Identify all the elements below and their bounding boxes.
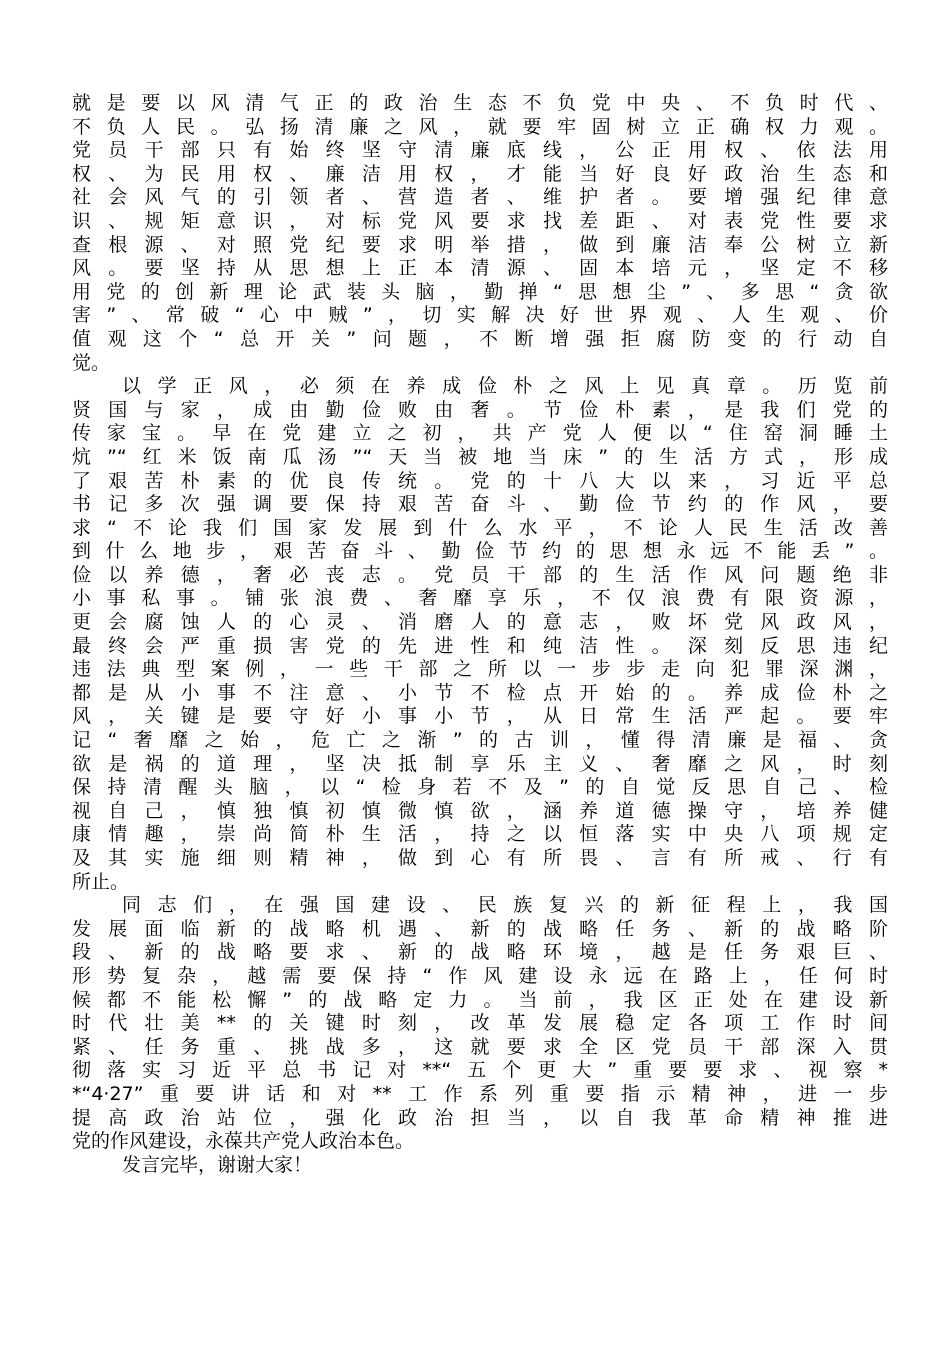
text-line: 识、规矩意识，对标党风要求找差距、对表党性要求 (72, 209, 888, 232)
text-line: 觉。 (72, 351, 111, 374)
text-line: 紧、任务重、挑战多，这就要求全区党员干部深入贯 (72, 1035, 888, 1058)
text-line: 及其实施细则精神，做到心有所畏、言有所戒、行有 (72, 847, 888, 869)
text-line: 都是从小事不注意、小节不检点开始的。养成俭朴之 (72, 681, 888, 704)
text-line: 书记多次强调要保持艰苦奋斗、勤俭节约的作风，要 (72, 493, 888, 516)
text-line: 彻落实习近平总书记对**“五个更大”重要要求、视察* (72, 1059, 888, 1082)
text-line: 同志们，在强国建设、民族复兴的新征程上，我国 (122, 894, 888, 917)
text-line: 候都不能松懈”的战略定力。当前，我区正处在建设新 (72, 988, 888, 1011)
text-line: 不负人民。弘扬清廉之风，就要牢固树立正确权力观。 (72, 115, 888, 138)
text-line: 俭以养德，奢必丧志。党员干部的生活作风问题绝非 (72, 563, 888, 586)
text-line: 发言完毕，谢谢大家！ (122, 1153, 313, 1176)
text-line: 风。要坚持从思想上正本清源、固本培元，坚定不移 (72, 257, 888, 280)
text-line: 记“奢靡之始，危亡之渐”的古训，懂得清廉是福、贪 (72, 729, 888, 752)
text-line: 所止。 (72, 870, 130, 893)
text-line: 形势复杂，越需要保持“作风建设永远在路上，任何时 (72, 964, 888, 987)
text-line: 害”、常破“心中贼”，切实解决好世界观、人生观、价 (72, 304, 888, 327)
text-line: *“4·27”重要讲话和对**工作系列重要指示精神，进一步 (72, 1082, 888, 1105)
document-body (72, 92, 888, 1177)
text-line: 提高政治站位，强化政治担当，以自我革命精神推进 (72, 1106, 888, 1129)
text-line: 更会腐蚀人的心灵、消磨人的意志，败坏党风政风， (72, 611, 888, 634)
text-line: 了艰苦朴素的优良传统。党的十八大以来，习近平总 (72, 469, 888, 492)
text-line: 党员干部只有始终坚守清廉底线，公正用权、依法用 (72, 139, 888, 162)
text-line: 社会风气的引领者、营造者、维护者。要增强纪律意 (72, 186, 888, 209)
text-line: 到什么地步，艰苦奋斗、勤俭节约的思想永远不能丢”。 (72, 540, 888, 563)
text-line: 贤国与家，成由勤俭败由奢。节俭朴素，是我们党的 (72, 398, 888, 421)
text-line: 风，关键是要守好小事小节，从日常生活严起。要牢 (72, 705, 888, 728)
text-line: 以学正风，必须在养成俭朴之风上见真章。历览前 (122, 375, 888, 398)
text-line: 求“不论我们国家发展到什么水平，不论人民生活改善 (72, 516, 888, 539)
text-line: 保持清醒头脑，以“检身若不及”的自觉反思自己、检 (72, 776, 888, 799)
text-line: 就是要以风清气正的政治生态不负党中央、不负时代、 (72, 92, 888, 114)
text-line: 段、新的战略要求、新的战略环境，越是任务艰巨、 (72, 941, 888, 964)
text-line: 违法典型案例，一些干部之所以一步步走向犯罪深渊， (72, 658, 888, 681)
text-line: 查根源、对照党纪要求明举措，做到廉洁奉公树立新 (72, 233, 888, 256)
text-line: 党的作风建设，永葆共产党人政治本色。 (72, 1130, 415, 1153)
text-line: 权、为民用权、廉洁用权，才能当好良好政治生态和 (72, 162, 888, 185)
text-line: 小事私事。铺张浪费、奢靡享乐，不仅浪费有限资源， (72, 587, 888, 610)
text-line: 值观这个“总开关”问题，不断增强拒腐防变的行动自 (72, 327, 888, 350)
text-line: 最终会严重损害党的先进性和纯洁性。深刻反思违纪 (72, 634, 888, 657)
text-line: 用党的创新理论武装头脑，勤掸“思想尘”、多思“贪欲 (72, 280, 888, 303)
text-line: 欲是祸的道理，坚决抵制享乐主义、奢靡之风，时刻 (72, 752, 888, 775)
text-line: 时代壮美**的关键时刻，改革发展稳定各项工作时间 (72, 1012, 888, 1035)
text-line: 发展面临新的战略机遇、新的战略任务、新的战略阶 (72, 917, 888, 940)
text-line: 传家宝。早在党建立之初，共产党人便以“住窑洞睡土 (72, 422, 888, 445)
text-line: 康情趣，崇尚简朴生活，持之以恒落实中央八项规定 (72, 823, 888, 846)
text-line: 炕”“红米饭南瓜汤”“天当被地当床”的生活方式，形成 (72, 445, 888, 468)
text-line: 视自己，慎独慎初慎微慎欲，涵养道德操守，培养健 (72, 799, 888, 822)
